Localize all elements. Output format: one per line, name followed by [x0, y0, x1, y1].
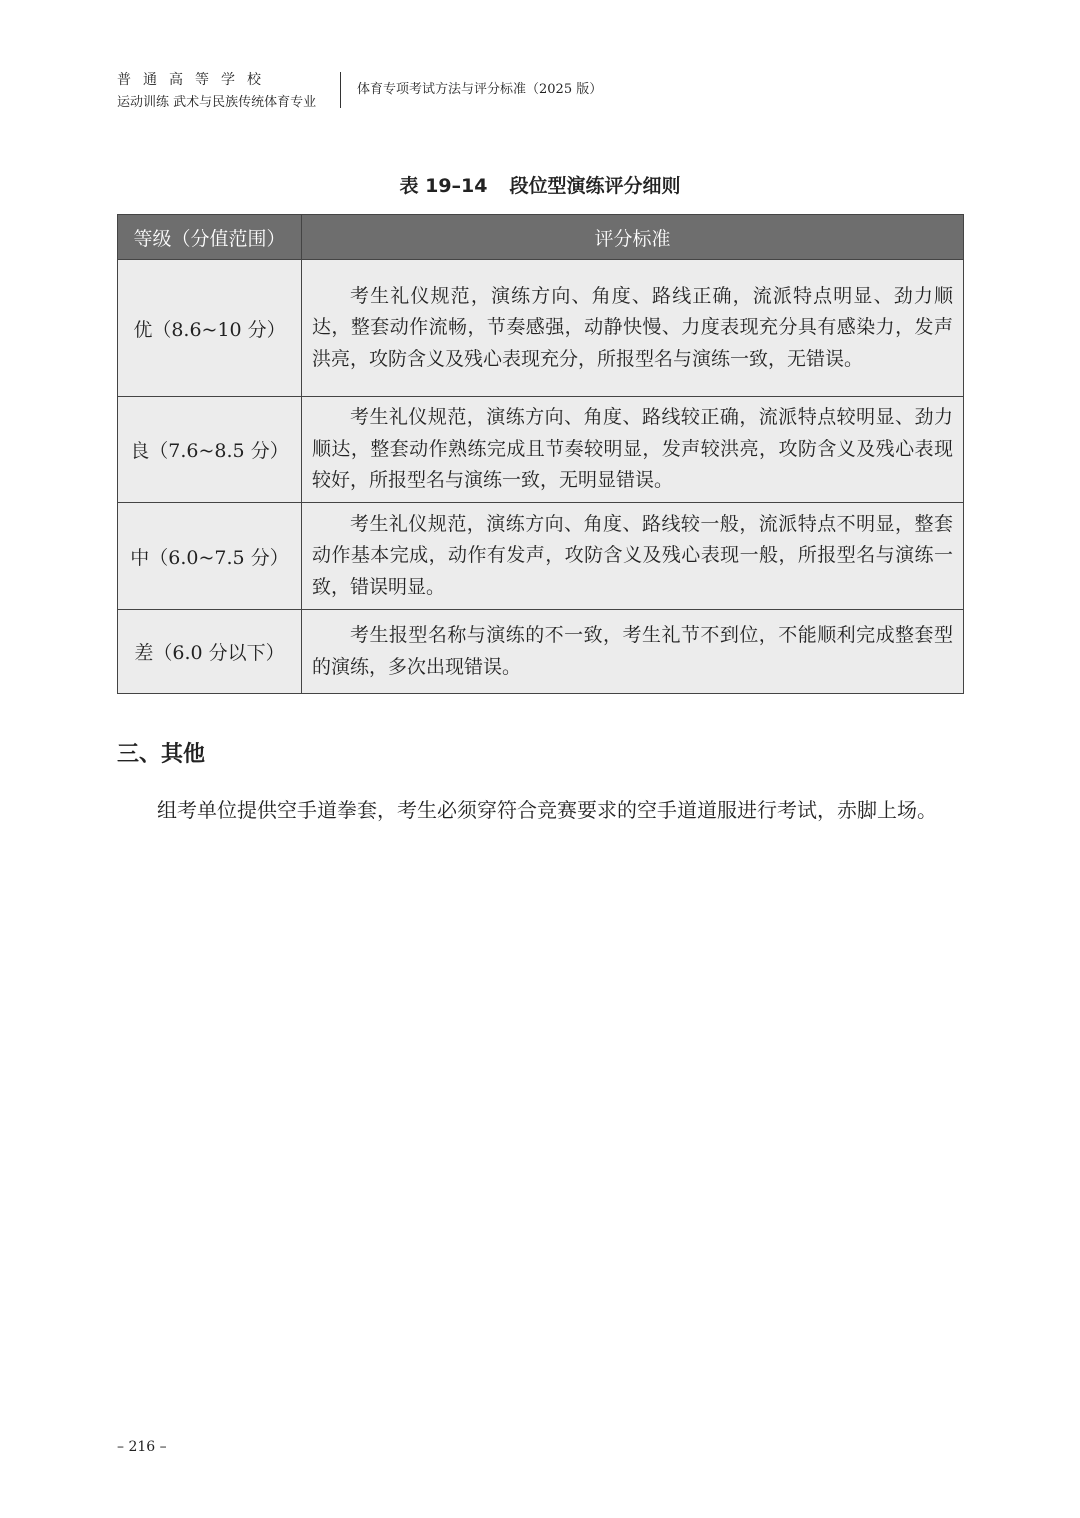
criteria-cell: 考生礼仪规范，演练方向、角度、路线正确，流派特点明显、劲力顺达，整套动作流畅，节奏感强，动静快慢、力度表现充分具有感染力，发声洪亮，攻防含义及残心表现充分，所报型名与演练一致，无错误。: [302, 260, 964, 397]
running-header-left: [117, 70, 329, 113]
table-row: [118, 503, 964, 610]
criteria-cell: 考生礼仪规范，演练方向、角度、路线较一般，流派特点不明显，整套动作基本完成，动作有发声，攻防含义及残心表现一般，所报型名与演练一致，错误明显。: [302, 503, 964, 610]
section-title: 三、其他: [117, 742, 206, 767]
grade-cell: 中（6.0~7.5 分）: [118, 503, 302, 610]
criteria-cell: 考生报型名称与演练的不一致，考生礼节不到位，不能顺利完成整套型的演练，多次出现错误。: [302, 610, 964, 694]
grade-cell: 差（6.0 分以下）: [118, 610, 302, 694]
header-divider: [340, 72, 341, 108]
section-paragraph: 组考单位提供空手道拳套，考生必须穿符合竞赛要求的空手道道服进行考试，赤脚上场。: [157, 798, 937, 822]
header-school-name: 普通高等学校: [117, 72, 273, 88]
page-number: – 216 –: [117, 1439, 167, 1455]
criteria-cell: 考生礼仪规范，演练方向、角度、路线较正确，流派特点较明显、劲力顺达，整套动作熟练完成且节奏较明显，发声较洪亮，攻防含义及残心表现较好，所报型名与演练一致，无明显错误。: [302, 397, 964, 503]
table-header-row: [118, 215, 964, 260]
column-header-grade: 等级（分值范围）: [118, 215, 302, 260]
header-major-name: 运动训练 武术与民族传统体育专业: [117, 95, 317, 110]
table-caption-number: 表 19–14: [399, 175, 488, 197]
table-caption: [0, 172, 1080, 200]
table-caption-title: 段位型演练评分细则: [509, 175, 681, 197]
scoring-table: [117, 214, 964, 694]
grade-cell: 优（8.6~10 分）: [118, 260, 302, 397]
column-header-criteria: 评分标准: [302, 215, 964, 260]
table-row: [118, 397, 964, 503]
header-book-title: 体育专项考试方法与评分标准（2025 版）: [357, 82, 603, 97]
table-row: [118, 610, 964, 694]
grade-cell: 良（7.6~8.5 分）: [118, 397, 302, 503]
table-row: [118, 260, 964, 397]
